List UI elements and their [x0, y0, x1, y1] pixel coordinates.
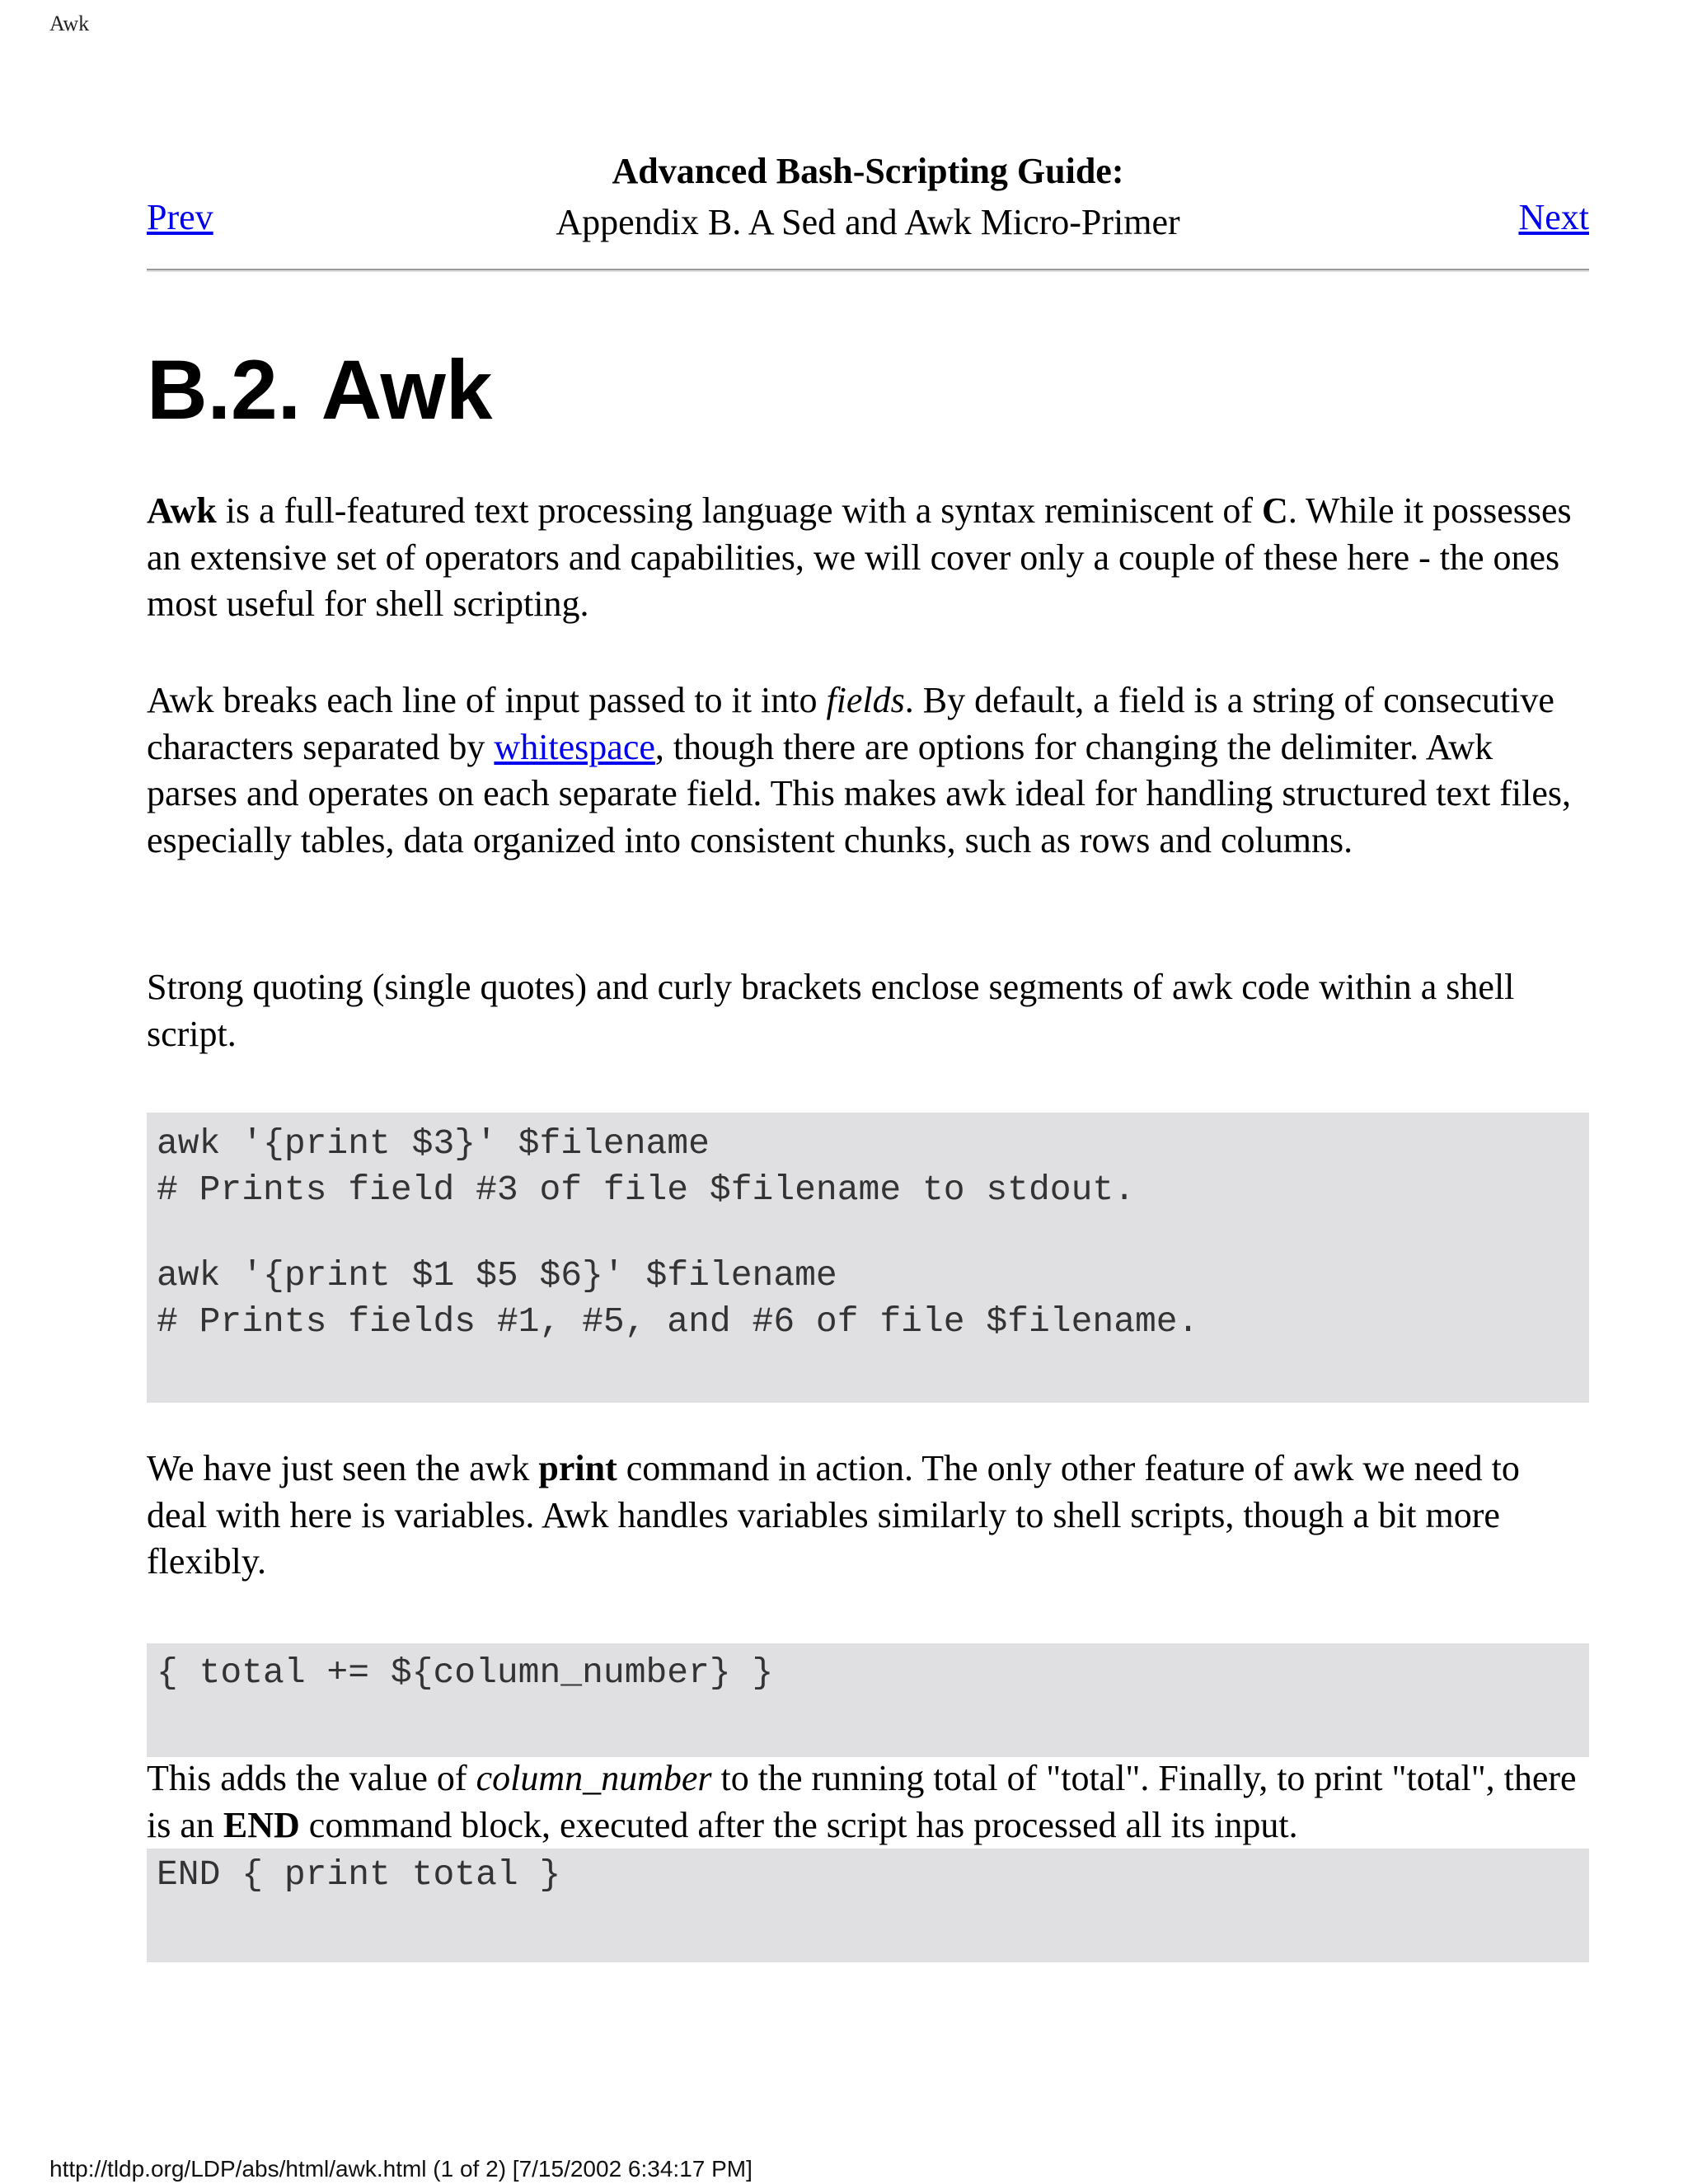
awk-term: Awk [147, 490, 217, 531]
code-blank-line [157, 1213, 1589, 1253]
running-header: Awk [49, 12, 90, 35]
end-text-a: This adds the value of [147, 1758, 476, 1798]
fields-paragraph [147, 677, 1589, 864]
code-line: # Prints field #3 of file $filename to stdout. [157, 1169, 1135, 1210]
column-number-term: column_number [476, 1758, 712, 1798]
quoting-paragraph: Strong quoting (single quotes) and curly brackets enclose segments of awk code within a shell script. [147, 967, 1515, 1054]
end-text-c: command block, executed after the script has processed all its input. [299, 1804, 1298, 1845]
book-title: Advanced Bash-Scripting Guide: [612, 151, 1124, 191]
whitespace-link[interactable]: whitespace [494, 726, 655, 767]
code-block-print-fields [147, 1113, 1589, 1403]
c-term: C [1262, 490, 1288, 531]
fields-text-b: . By default, a field is a string of consecutive characters separated by [147, 680, 1554, 767]
page-footer-url: http://tldp.org/LDP/abs/html/awk.html (1 of 2) [7/15/2002 6:34:17 PM] [49, 2156, 753, 2182]
code-line: # Prints fields #1, #5, and #6 of file $filename. [157, 1301, 1199, 1342]
intro-text-a: is a full-featured text processing language with a syntax reminiscent of [216, 490, 1263, 531]
chapter-title: Appendix B. A Sed and Awk Micro-Primer [556, 202, 1180, 242]
intro-text-b: . While it possesses an extensive set of operators and capabilities, we will cover only a couple of these here - the ones most useful for shell scripting. [147, 490, 1572, 624]
variables-text-b: command in action. The only other feature of awk we need to deal with here is variables. Awk handles variables similarly to shell scripts, though a bit more flexibly. [147, 1448, 1520, 1582]
end-text-b: to the running total of "total". Finally, to print "total", there is an [147, 1758, 1577, 1845]
header-divider [147, 269, 1589, 272]
prev-link[interactable]: Prev [147, 197, 213, 237]
navigation-header [147, 147, 1589, 270]
variables-text-a: We have just seen the awk [147, 1448, 539, 1488]
fields-term: fields [826, 680, 905, 720]
code-line: awk '{print $1 $5 $6}' $filename [157, 1255, 837, 1296]
code-block-end [147, 1849, 1589, 1962]
code-line: awk '{print $3}' $filename [157, 1123, 710, 1164]
intro-paragraph [147, 488, 1589, 628]
code-line: END { print total } [157, 1854, 561, 1895]
code-line: { total += ${column_number} } [157, 1652, 774, 1693]
section-title: B.2. Awk [147, 343, 493, 437]
variables-paragraph [147, 1446, 1589, 1586]
fields-text-a: Awk breaks each line of input passed to it into [147, 680, 827, 720]
end-paragraph [147, 1755, 1589, 1849]
end-term: END [223, 1804, 300, 1845]
fields-text-c: , though there are options for changing the delimiter. Awk parses and operates on each separate field. This makes awk ideal for handling structured text files, especially tables, data organized into consistent chunks, such as rows and columns. [147, 726, 1572, 860]
print-term: print [538, 1448, 617, 1488]
next-link[interactable]: Next [1518, 197, 1589, 237]
code-block-total [147, 1643, 1589, 1757]
